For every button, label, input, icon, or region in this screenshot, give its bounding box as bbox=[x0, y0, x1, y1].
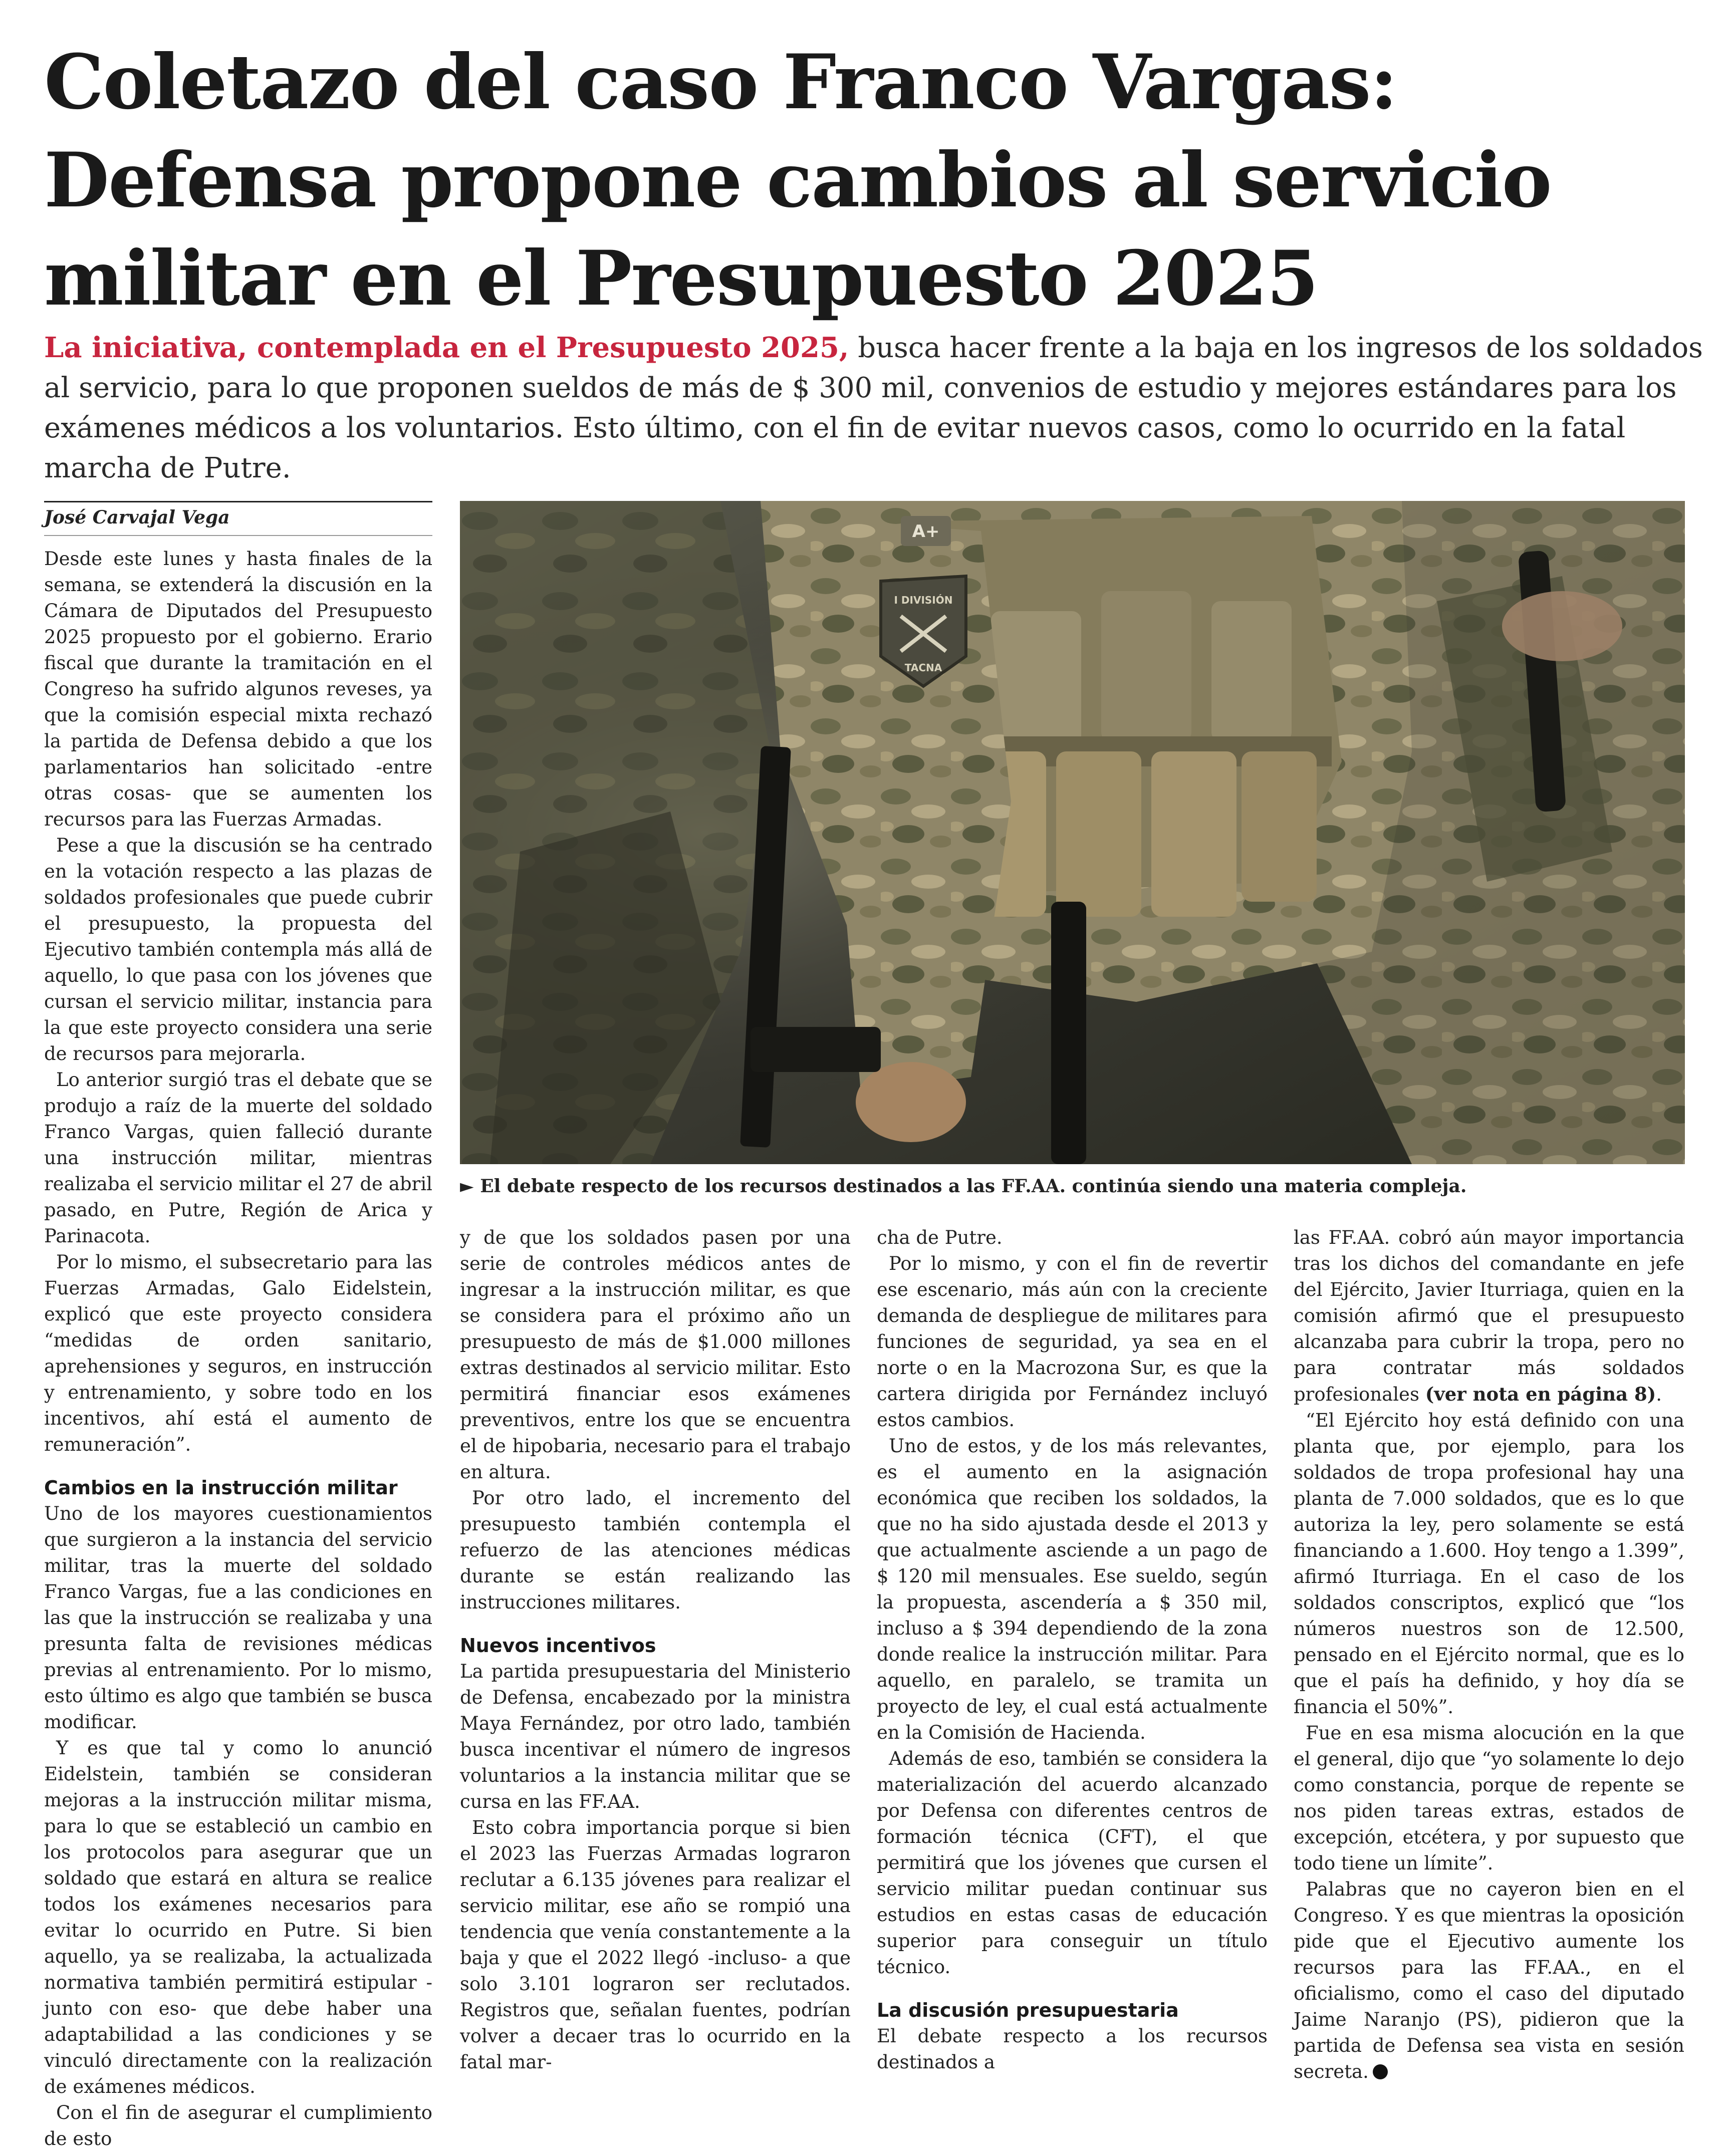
patch-top-label: A+ bbox=[912, 521, 940, 542]
patch-bottom-label: TACNA bbox=[904, 662, 942, 674]
paragraph: Fue en esa misma alocución en la que el general, dijo que “yo solamente lo dejo como constancia, porque de repente se nos piden tareas extras, estados de excepción, etcétera, y por supuesto que todo tiene un límite”. bbox=[1294, 1722, 1684, 1874]
photo-caption bbox=[460, 1174, 1685, 1199]
paragraph: Y es que tal y como lo anunció Eidelstein, también se consideran mejoras a la instrucción militar misma, para lo que se estableció un cambio en los protocolos para asegurar que un soldado que estará en altura se realice todos los exámenes necesarios para evitar lo ocurrido en Putre. Si bien aquello, ya se realizaba, la actualizada normativa también permitirá estipular -junto con eso- que debe haber una adaptabilidad a las condiciones y se vinculó directamente con la realización de exámenes médicos. bbox=[44, 1737, 432, 2097]
page-reference: (ver nota en página 8) bbox=[1425, 1383, 1656, 1405]
paragraph: La partida presupuestaria del Ministerio de Defensa, encabezado por la ministra Maya Fernández, por otro lado, también busca incentivar el número de ingresos voluntarios a la instancia militar que se cursa en las FF.AA. bbox=[460, 1661, 851, 1812]
paragraph-text: . bbox=[1656, 1384, 1662, 1405]
subhead-incentivos: Nuevos incentivos bbox=[460, 1635, 656, 1657]
column-2 bbox=[460, 1225, 851, 2073]
subhead-discusion: La discusión presupuestaria bbox=[877, 1999, 1179, 2021]
deck bbox=[44, 328, 1712, 488]
paragraph-text: las FF.AA. cobró aún mayor importancia tras los dichos del comandante en jefe del Ejército, Javier Iturriaga, quien en la comisión afirmó que el presupuesto alcanzaba para cubrir la tropa, pero no para contratar más soldados profesionales bbox=[1294, 1227, 1684, 1405]
paragraph: Pese a que la discusión se ha centrado en la votación respecto a las plazas de soldados profesionales que puede cubrir el presupuesto, la propuesta del Ejecutivo también contempla más allá de aquello, lo que pasa con los jóvenes que cursan el servicio militar, instancia para la que este proyecto considera una serie de recursos para mejorarla. bbox=[44, 835, 432, 1064]
byline: José Carvajal Vega bbox=[44, 507, 230, 528]
deck-highlight: La iniciativa, contemplada en el Presupuesto 2025, bbox=[44, 331, 849, 364]
caption-marker-icon: ► bbox=[460, 1176, 474, 1197]
patch-label: I DIVISIÓN bbox=[894, 594, 953, 606]
paragraph: Además de eso, también se considera la materialización del acuerdo alcanzado por Defensa con diferentes centros de formación técnica (CFT), el que permitirá que los jóvenes que cursen el servicio militar puedan continuar sus estudios en estas casas de educación superior para conseguir un título técnico. bbox=[877, 1748, 1268, 1978]
headline-line-2: Defensa propone cambios al servicio bbox=[44, 136, 1551, 224]
paragraph bbox=[1294, 1876, 1684, 2085]
column-4 bbox=[1294, 1225, 1684, 2082]
paragraph-text: Palabras que no cayeron bien en el Congreso. Y es que mientras la oposición pide que el Ejecutivo aumente los recursos para las FF.AA., en el oficialismo, como el caso del diputado Jaime Naranjo (PS), pidieron que la partida de Defensa sea vista en sesión secreta. bbox=[1294, 1878, 1684, 2082]
paragraph: Uno de estos, y de los más relevantes, es el aumento en la asignación económica que reciben los soldados, la que no ha sido ajustada desde el 2013 y que actualmente asciende a un pago de $ 120 mil mensuales. Ese sueldo, según la propuesta, ascendería a $ 350 mil, incluso a $ 394 dependiendo de la zona donde realice la instrucción militar. Para aquello, en paralelo, se tramita un proyecto de ley, el cual está actualmente en la Comisión de Hacienda. bbox=[877, 1435, 1268, 1743]
headline bbox=[44, 33, 1551, 328]
headline-line-1: Coletazo del caso Franco Vargas: bbox=[44, 38, 1397, 126]
paragraph: Por otro lado, el incremento del presupuesto también contempla el refuerzo de las atenciones médicas durante se están realizando las instrucciones militares. bbox=[460, 1487, 851, 1613]
paragraph: cha de Putre. bbox=[877, 1227, 1003, 1248]
article-photo bbox=[460, 501, 1685, 1164]
paragraph: Con el fin de asegurar el cumplimiento de esto bbox=[44, 2102, 432, 2149]
paragraph: Lo anterior surgió tras el debate que se produjo a raíz de la muerte del soldado Franco Vargas, quien falleció durante una instrucción militar, mientras realizaba el servicio militar el 27 de abril pasado, en Putre, Región de Arica y Parinacota. bbox=[44, 1069, 432, 1247]
byline-rule-bottom bbox=[44, 535, 432, 536]
paragraph bbox=[1294, 1225, 1684, 1408]
end-of-article-icon bbox=[1373, 2064, 1388, 2079]
headline-line-3: militar en el Presupuesto 2025 bbox=[44, 234, 1318, 323]
paragraph: El debate respecto a los recursos destinados a bbox=[877, 2025, 1268, 2073]
column-3 bbox=[877, 1225, 1268, 2073]
paragraph: Por lo mismo, el subsecretario para las Fuerzas Armadas, Galo Eidelstein, explicó que este proyecto considera “medidas de orden sanitario, aprehensiones y seguros, en instrucción y entrenamiento, y sobre todo en los incentivos, ahí está el aumento de remuneración”. bbox=[44, 1251, 432, 1455]
deck-text: busca hacer frente a la baja en los ingresos de los soldados al servicio, para lo que proponen sueldos de más de $ 300 mil, convenios de estudio y mejores estándares para los exámenes médicos a los voluntarios. Esto último, con el fin de evitar nuevos casos, como lo ocurrido en la fatal marcha de Putre. bbox=[44, 332, 1703, 484]
paragraph: Desde este lunes y hasta finales de la semana, se extenderá la discusión en la Cámara de Diputados del Presupuesto 2025 propuesto por el gobierno. Erario fiscal que durante la tramitación en el Congreso ha sufrido algunos reveses, ya que la comisión especial mixta rechazó la partida de Defensa debido a que los parlamentarios han solicitado -entre otras cosas- que se aumenten los recursos para las Fuerzas Armadas. bbox=[44, 548, 432, 830]
column-1 bbox=[44, 546, 432, 2149]
soldiers-photo-illustration bbox=[460, 501, 1685, 1164]
paragraph: Esto cobra importancia porque si bien el 2023 las Fuerzas Armadas lograron reclutar a 6.135 jóvenes para realizar el servicio militar, ese año se rompió una tendencia que venía constantemente a la baja y que el 2022 llegó -incluso- a que solo 3.101 lograron ser reclutados. Registros que, señalan fuentes, podrían volver a decaer tras lo ocurrido en la fatal mar- bbox=[460, 1817, 851, 2073]
caption-text: El debate respecto de los recursos destinados a las FF.AA. continúa siendo una materia compleja. bbox=[473, 1176, 1467, 1197]
byline-rule-top bbox=[44, 501, 432, 502]
paragraph: Por lo mismo, y con el fin de revertir ese escenario, más aún con la creciente demanda de despliegue de militares para funciones de seguridad, ya sea en el norte o en la Macrozona Sur, es que la cartera dirigida por Fernández incluyó estos cambios. bbox=[877, 1253, 1268, 1431]
paragraph: Uno de los mayores cuestionamientos que surgieron a la instancia del servicio militar, tras la muerte del soldado Franco Vargas, fue a las condiciones en las que la instrucción se realizaba y una presunta falta de revisiones médicas previas al entrenamiento. Por lo mismo, esto último es algo que también se busca modificar. bbox=[44, 1503, 432, 1733]
paragraph: y de que los soldados pasen por una serie de controles médicos antes de ingresar a la instrucción militar, es que se considera para el próximo año un presupuesto de más de $1.000 millones extras destinados al servicio militar. Esto permitirá financiar esos exámenes preventivos, entre los que se encuentra el de hipobaria, necesario para el trabajo en altura. bbox=[460, 1227, 851, 1483]
subhead-instruccion: Cambios en la instrucción militar bbox=[44, 1477, 398, 1499]
paragraph: “El Ejército hoy está definido con una planta que, por ejemplo, para los soldados de tropa profesional hay una planta de 7.000 soldados, que es lo que autoriza la ley, pero solamente se está financiando a 1.600. Hoy tengo a 1.399”, afirmó Iturriaga. En el caso de los soldados conscriptos, explicó que “los números nuestros son de 12.500, pensado en el Ejército normal, que es lo que el país ha definido, y hoy día se financia el 50%”. bbox=[1294, 1410, 1684, 1718]
